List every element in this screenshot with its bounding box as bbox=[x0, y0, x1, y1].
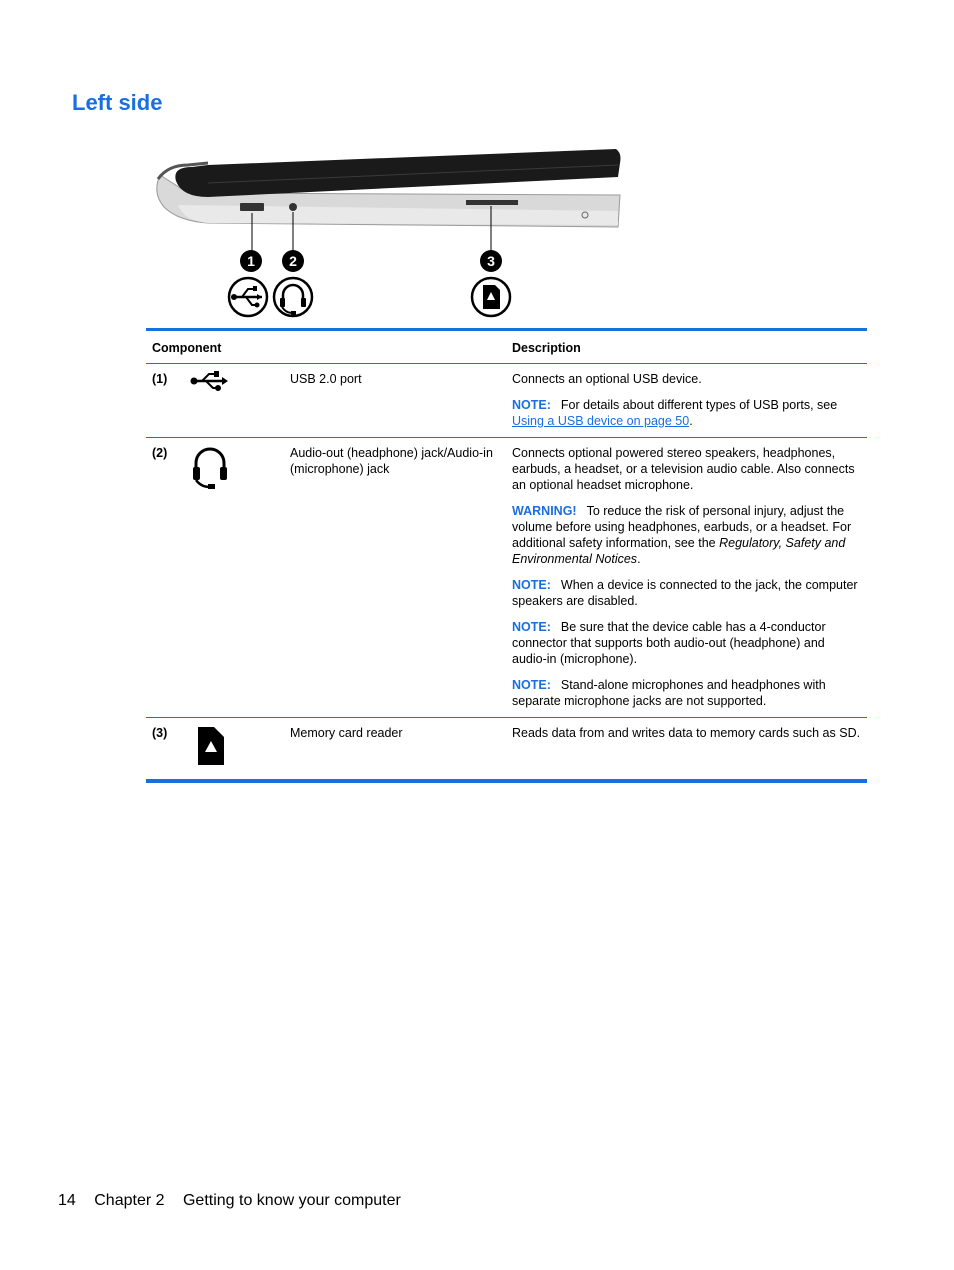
note-text: For details about different types of USB ports, see bbox=[560, 398, 838, 412]
memory-card-icon bbox=[190, 725, 230, 767]
table-row bbox=[146, 438, 867, 718]
component-name: Memory card reader bbox=[284, 718, 506, 782]
row-number: (3) bbox=[146, 718, 184, 782]
header-description: Description bbox=[506, 330, 867, 364]
note bbox=[512, 619, 861, 667]
components-table bbox=[146, 328, 867, 783]
note-text: Be sure that the device cable has a 4-conductor connector that supports both audio-out (headphone) and audio-in (microphone). bbox=[512, 620, 826, 666]
warning-italic: Regulatory, Safety and Environmental Notices bbox=[512, 536, 846, 566]
warning-text: To reduce the risk of personal injury, adjust the volume before using headphones, earbuds, or a headset. For additional safety information, see the bbox=[512, 504, 852, 550]
svg-text:3: 3 bbox=[487, 253, 495, 269]
note bbox=[512, 577, 861, 609]
chapter-title: Getting to know your computer bbox=[182, 1192, 401, 1209]
headphone-icon bbox=[274, 278, 312, 316]
description-text: Connects optional powered stereo speakers, headphones, earbuds, a headset, or a television audio cable. Also connects an optional headset microphone. bbox=[512, 446, 855, 492]
callout-2 bbox=[282, 250, 304, 272]
description-text: Reads data from and writes data to memory cards such as SD. bbox=[512, 726, 861, 740]
component-description bbox=[506, 438, 867, 718]
usb-port-graphic bbox=[240, 203, 264, 211]
headphone-icon bbox=[190, 445, 230, 489]
warning bbox=[512, 503, 861, 567]
description-text: Connects an optional USB device. bbox=[512, 372, 702, 386]
svg-text:2: 2 bbox=[289, 253, 297, 269]
usb-icon bbox=[229, 278, 267, 316]
component-name: USB 2.0 port bbox=[290, 372, 362, 386]
page-title: Left side bbox=[72, 90, 163, 115]
device-side-illustration bbox=[148, 135, 628, 325]
table-row bbox=[146, 364, 867, 438]
warning-label: WARNING! bbox=[512, 504, 577, 518]
component-description bbox=[506, 718, 867, 782]
device-lid bbox=[175, 149, 620, 197]
chapter-label: Chapter 2 bbox=[94, 1192, 165, 1209]
note bbox=[512, 677, 861, 709]
note bbox=[512, 397, 861, 429]
note-text: Stand-alone microphones and headphones with separate microphone jacks are not supported. bbox=[512, 678, 826, 708]
card-slot-graphic bbox=[466, 200, 518, 205]
table-header-row bbox=[146, 330, 867, 364]
table-row bbox=[146, 718, 867, 782]
warning-after: . bbox=[637, 552, 641, 566]
note-text: When a device is connected to the jack, the computer speakers are disabled. bbox=[512, 578, 858, 608]
usb-device-link[interactable]: Using a USB device on page 50 bbox=[512, 414, 690, 428]
note-label: NOTE: bbox=[512, 578, 551, 592]
svg-text:1: 1 bbox=[247, 253, 255, 269]
page-footer bbox=[58, 1192, 415, 1210]
note-after: . bbox=[689, 414, 693, 428]
callout-1 bbox=[240, 250, 262, 272]
component-name: Audio-out (headphone) jack/Audio-in (microphone) jack bbox=[284, 438, 506, 718]
audio-jack-graphic bbox=[289, 203, 297, 211]
usb-icon bbox=[190, 371, 230, 391]
callout-3 bbox=[480, 250, 502, 272]
page-number: 14 bbox=[58, 1192, 76, 1209]
memory-card-icon bbox=[472, 278, 510, 316]
note-label: NOTE: bbox=[512, 398, 551, 412]
note-label: NOTE: bbox=[512, 678, 551, 692]
note-label: NOTE: bbox=[512, 620, 551, 634]
header-component: Component bbox=[146, 330, 506, 364]
row-number: (2) bbox=[146, 438, 184, 718]
component-description bbox=[506, 364, 867, 438]
row-number: (1) bbox=[152, 372, 168, 386]
